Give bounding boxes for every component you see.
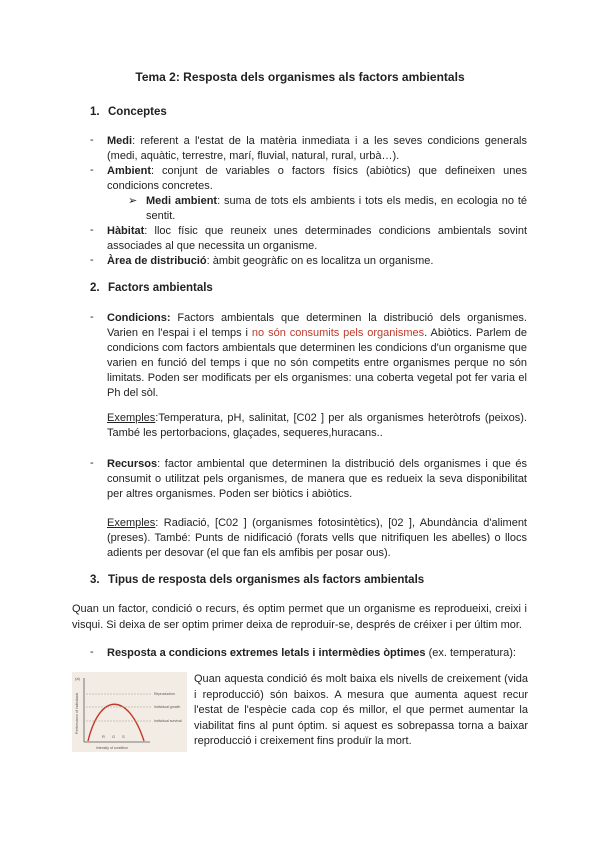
term-medi: Medi [107, 135, 133, 147]
bullet-dash: - [90, 254, 94, 266]
example-text: : Radiació, [C02 ] (organismes fotosintètics), [02 ], Abundància d'aliment (preses). També: Punts de nidificació (forats vells que nitrifiquen les abelles) o llocs adients per desovar (el que fan els amfibis per posar ous). [107, 517, 527, 559]
reproduction-label: Reproduction [154, 692, 175, 696]
example-label: Exemples [107, 517, 156, 529]
survival-label: Individual survival [154, 719, 182, 723]
text-recursos: : factor ambiental que determinen la distribució dels organismes i que és consumit o utilitzat pels organismes, de manera que es redueix la seva disponibilitat per altres organismes. Poden ser biòtics i abiòtics. [107, 458, 527, 500]
text-condicions-1: Factors ambientals que determinen la distribució dels organismes. Varien en l'espai i el temps i [107, 312, 527, 339]
section-3-heading [90, 574, 424, 586]
figure-label: (a) [75, 676, 80, 681]
example-condicions [107, 411, 527, 441]
example-recursos [107, 516, 527, 561]
text-area: : àmbit geogràfic on es localitza un organisme. [206, 255, 434, 267]
term-habitat: Hàbitat [107, 225, 145, 237]
response-curve-figure [72, 672, 187, 752]
term-recursos: Recursos [107, 458, 158, 470]
text-medi-ambient: : suma de tots els ambients i tots els medis, en ecologia no té sentit. [146, 195, 527, 222]
x-axis-label: Intensity of condition [96, 746, 128, 750]
response-curve [88, 704, 144, 741]
section-3-title: Tipus de resposta dels organismes als factors ambientals [108, 574, 425, 586]
item-recursos [107, 457, 527, 502]
text-medi: : referent a l'estat de la matèria inmediata i a les seves condicions generals (medi, aquàtic, terrestre, marí, fluvial, natural, rural, urbà…). [107, 135, 527, 162]
example-text: :Temperatura, pH, salinitat, [C02 ] per als organismes heteròtrofs (peixos). També les pertorbacions, glaçades, sequeres,huracans.. [107, 412, 527, 439]
item-condicions [107, 311, 527, 401]
item-ambient [107, 164, 527, 194]
term-area: Àrea de distribució [107, 255, 207, 267]
term-resposta: Resposta a condicions extremes letals i intermèdies òptimes [107, 647, 426, 659]
bullet-dash: - [90, 457, 94, 469]
text-habitat: : lloc físic que reuneix unes determinades condicions ambientals sovint associades al que necessita un organisme. [107, 225, 527, 252]
text-ambient: : conjunt de variables o factors físics (abiòtics) que defineixen unes condicions concretes. [107, 165, 527, 192]
bullet-dash: - [90, 311, 94, 323]
page-title: Tema 2: Resposta dels organismes als factors ambientals [135, 70, 465, 84]
tick-r: R [102, 734, 105, 739]
item-medi-ambient [146, 194, 527, 224]
term-condicions: Condicions: [107, 312, 171, 324]
item-habitat [107, 224, 527, 254]
bullet-dash: - [90, 224, 94, 236]
section-3-number: 3. [90, 574, 100, 586]
term-medi-ambient: Medi ambient [146, 195, 218, 207]
term-ambient: Ambient [107, 165, 151, 177]
arrow-icon: ➢ [128, 195, 138, 207]
section-3-intro: Quan un factor, condició o recurs, és optim permet que un organisme es reprodueixi, creixi i visqui. Si deixa de ser optim primer deixa de reproduir-se, després de créixer i per últim mor. [72, 603, 527, 631]
example-label: Exemples [107, 412, 156, 424]
section-2-title: Factors ambientals [108, 282, 213, 294]
bullet-dash: - [90, 164, 94, 176]
growth-label: Individual growth [154, 705, 181, 709]
tick-s: S [122, 734, 125, 739]
bullet-dash: - [90, 646, 94, 658]
section-2-heading [90, 282, 213, 294]
item-area [107, 254, 527, 269]
response-curve-svg [72, 672, 187, 752]
text-condicions-highlight: no són consumits pels organismes [251, 327, 425, 339]
section-2-number: 2. [90, 282, 100, 294]
item-medi [107, 134, 527, 164]
section-1-title: Conceptes [108, 106, 167, 118]
section-1-number: 1. [90, 106, 100, 118]
figure-description: Quan aquesta condició és molt baixa els nivells de creixement (vida i reproducció) són baixos. A mesura que aumenta aquest recur l'estat de l'espècie cada cop és millor, el que permet aumentar la viabilitat fins al punt óptim. si aquest es sobrepassa torna a baixar reproducció i creixement fins produïr la mort. [194, 673, 528, 747]
section-1-heading [90, 106, 167, 118]
text-resposta: (ex. temperatura): [425, 647, 516, 659]
bullet-dash: - [90, 134, 94, 146]
item-resposta [107, 646, 527, 661]
text-condicions-2: . Abiòtics. Parlem de condicions com factors ambientals que determinen les condicions d'un organisme que varien en funció del temps i que no són competits entre organismes perque no són limitats. Poden ser modificats per els organismes: una coberta vegetal pot fer varia el Ph del sòl. [107, 327, 528, 399]
y-axis-label: Performance of individuals [75, 692, 79, 734]
tick-g: G [112, 734, 116, 739]
